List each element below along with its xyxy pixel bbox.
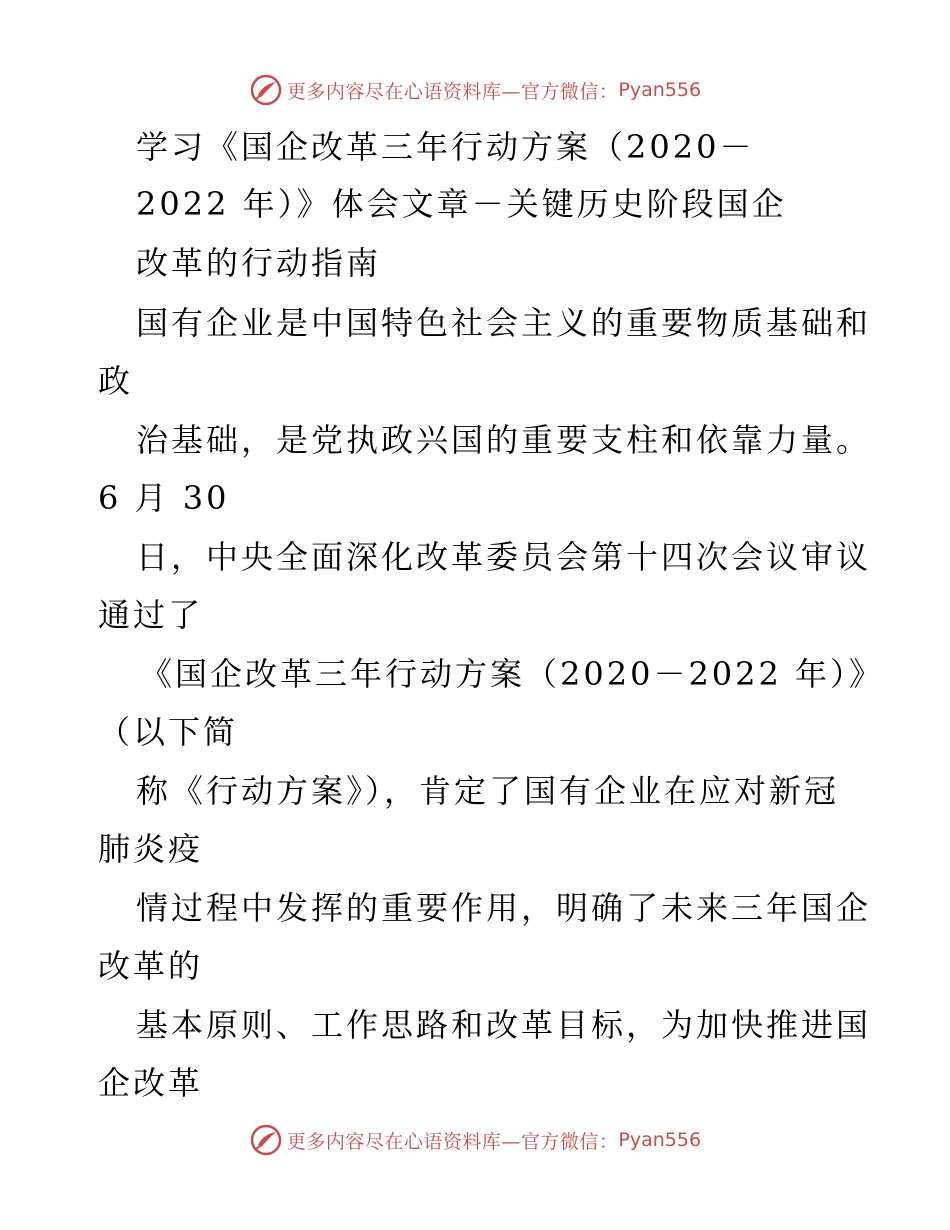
body-line: 基本原则、工作思路和改革目标，为加快推进国	[136, 1006, 872, 1044]
title-line-3: 改革的行动指南	[136, 244, 382, 282]
title-line-2: 2022 年）》体会文章－关键历史阶段国企	[136, 185, 787, 223]
title-line-1: 学习《国企改革三年行动方案（2020－	[136, 128, 755, 166]
body-line: 日，中央全面深化改革委员会第十四次会议审议	[136, 538, 872, 576]
body-line: 《国企改革三年行动方案（2020－2022 年）》	[140, 655, 885, 693]
body-line: 企改革	[98, 1064, 204, 1102]
watermark-text: 更多内容尽在心语资料库—官方微信：	[286, 80, 619, 103]
footer-watermark	[0, 1120, 950, 1160]
pen-logo-icon	[249, 73, 283, 107]
body-line: 情过程中发挥的重要作用，明确了未来三年国企	[136, 889, 872, 927]
body-line: 6 月 30	[98, 479, 230, 517]
watermark-text: 更多内容尽在心语资料库—官方微信：	[286, 1130, 619, 1153]
body-line: 国有企业是中国特色社会主义的重要物质基础和	[136, 304, 872, 342]
body-line: 肺炎疫	[98, 830, 204, 868]
watermark-wechat-id: Pyan556	[618, 79, 702, 101]
watermark-wechat-id: Pyan556	[618, 1129, 702, 1151]
body-line: 政	[98, 362, 134, 400]
header-watermark	[0, 70, 950, 110]
body-line: 治基础，是党执政兴国的重要支柱和依靠力量。	[136, 421, 872, 459]
pen-logo-icon	[249, 1123, 283, 1157]
body-line: （以下简	[98, 713, 239, 751]
body-line: 称《行动方案》），肯定了国有企业在应对新冠	[136, 772, 840, 810]
body-line: 改革的	[98, 947, 204, 985]
body-line: 通过了	[98, 596, 204, 634]
